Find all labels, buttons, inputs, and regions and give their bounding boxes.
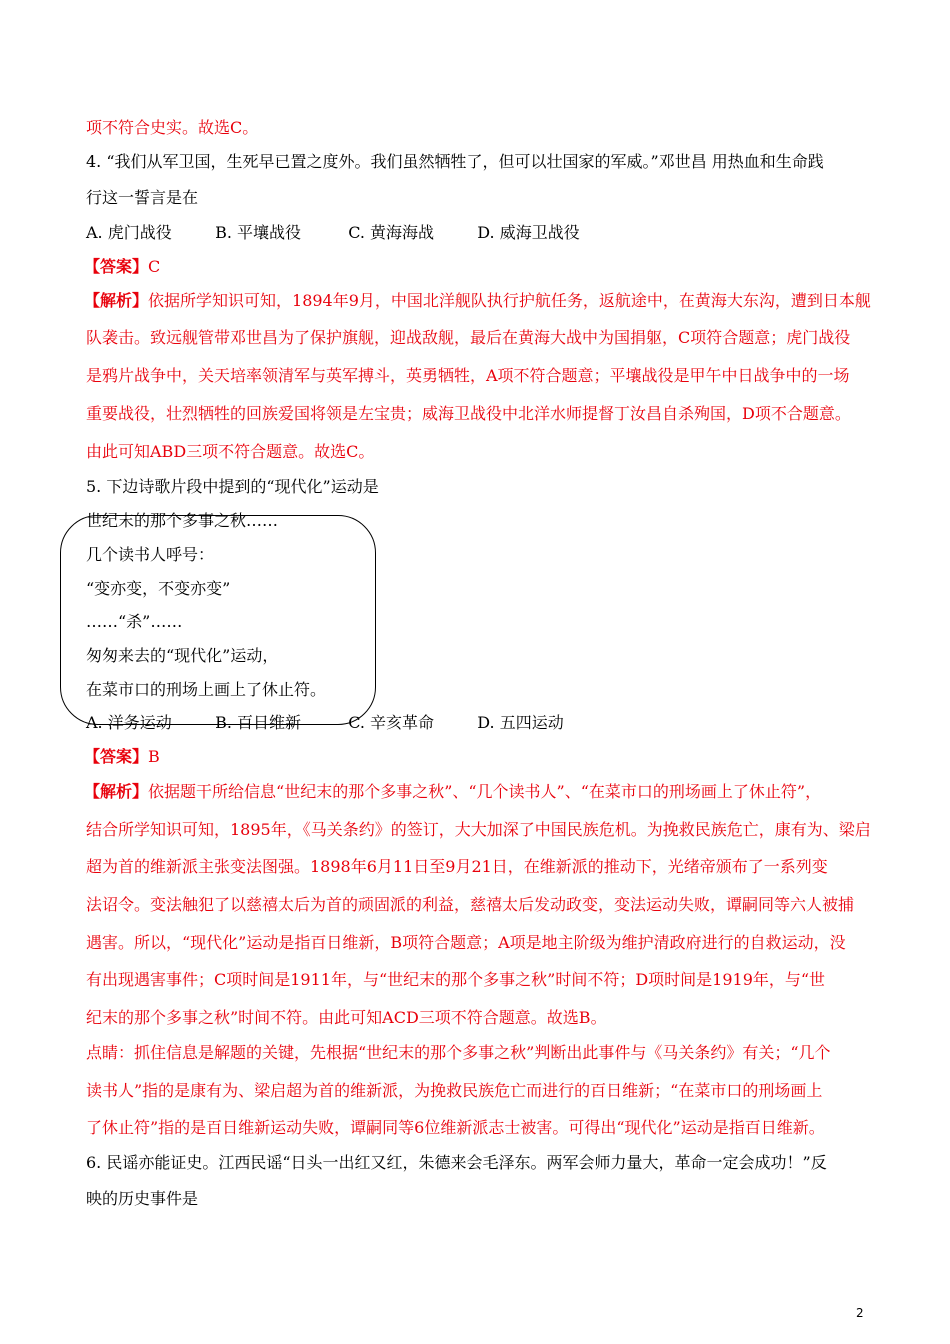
poem-line2: 几个读书人呼号： (86, 545, 215, 564)
answer-label: 【答案】 (84, 747, 149, 766)
q5-analysis-line3: 超为首的维新派主张变法图强。1898年6月11日至9月21日，在维新派的推动下，光绪帝颁布了一系列变 (86, 857, 828, 876)
q5-options (86, 713, 564, 733)
q4-option-c: C. 黄海海战 (348, 223, 435, 242)
answer-label: 【答案】 (84, 257, 149, 276)
analysis-label: 【解析】 (84, 291, 149, 310)
poem-line4: ……“杀”…… (86, 612, 183, 631)
answer-value: B (148, 747, 160, 766)
prev-analysis-end: 项不符合史实。故选C。 (86, 118, 259, 137)
poem-line5: 匆匆来去的“现代化”运动， (86, 646, 279, 665)
q5-analysis-line6: 有出现遇害事件；C项时间是1911年，与“世纪末的那个多事之秋”时间不符；D项时间是1919年，与“世 (86, 970, 826, 989)
page-number: 2 (856, 1306, 864, 1320)
q4-stem-line1: 4. “我们从军卫国，生死早已置之度外。我们虽然牺牲了，但可以壮国家的军威。”邓世昌 用热血和生命践 (86, 152, 824, 171)
q4-analysis-line5: 由此可知ABD三项不符合题意。故选C。 (86, 442, 375, 461)
q5-analysis-line4: 法诏令。变法触犯了以慈禧太后为首的顽固派的利益，慈禧太后发动政变，变法运动失败，谭嗣同等六人被捕 (86, 895, 855, 914)
q6-stem-line2: 映的历史事件是 (86, 1189, 199, 1208)
q4-analysis-line3: 是鸦片战争中，关天培率领清军与英军搏斗，英勇牺牲，A项不符合题意；平壤战役是甲午中日战争中的一场 (86, 366, 850, 385)
poem-line3: “变亦变，不变亦变” (86, 579, 231, 598)
q5-option-a: A. 洋务运动 (86, 713, 172, 732)
q4-stem-line2: 行这一誓言是在 (86, 188, 199, 207)
q5-tip-line1: 点睛：抓住信息是解题的关键，先根据“世纪末的那个多事之秋”判断出此事件与《马关条约》有关；“几个 (86, 1043, 831, 1062)
q5-analysis-line2: 结合所学知识可知，1895年，《马关条约》的签订，大大加深了中国民族危机。为挽救民族危亡，康有为、梁启 (86, 820, 871, 839)
q5-analysis-line5: 遇害。所以，“现代化”运动是指百日维新，B项符合题意；A项是地主阶级为维护清政府进行的自救运动，没 (86, 933, 846, 952)
q5-option-c: C. 辛亥革命 (348, 713, 435, 732)
q4-option-a: A. 虎门战役 (86, 223, 172, 242)
q4-answer (84, 257, 160, 277)
q4-options (86, 223, 580, 243)
q5-option-d: D. 五四运动 (477, 713, 564, 732)
q5-option-b: B. 百日维新 (215, 713, 302, 732)
q5-analysis-line1: 【解析】依据题干所给信息“世纪末的那个多事之秋”、“几个读书人”、“在菜市口的刑场画上了休止符”， (84, 782, 822, 801)
q4-analysis-line4: 重要战役，壮烈牺牲的回族爱国将领是左宝贵；威海卫战役中北洋水师提督丁汝昌自杀殉国，D项不合题意。 (86, 404, 851, 423)
q6-stem-line1: 6. 民谣亦能证史。江西民谣“日头一出红又红，朱德来会毛泽东。两军会师力量大，革命一定会成功！”反 (86, 1153, 827, 1172)
poem-line1: 世纪末的那个多事之秋…… (86, 511, 279, 530)
q4-option-b: B. 平壤战役 (215, 223, 302, 242)
q4-analysis-line1: 【解析】依据所学知识可知，1894年9月，中国北洋舰队执行护航任务，返航途中，在黄海大东沟，遭到日本舰 (84, 291, 871, 310)
answer-value: C (148, 257, 161, 276)
q5-stem: 5. 下边诗歌片段中提到的“现代化”运动是 (86, 477, 379, 496)
poem-line6: 在菜市口的刑场上画上了休止符。 (86, 680, 327, 699)
q5-tip-line2: 读书人”指的是康有为、梁启超为首的维新派，为挽救民族危亡而进行的百日维新；“在菜市口的刑场画上 (86, 1081, 823, 1100)
analysis-label: 【解析】 (84, 782, 149, 801)
q5-tip-line3: 了休止符”指的是百日维新运动失败，谭嗣同等6位维新派志士被害。可得出“现代化”运动是指百日维新。 (86, 1118, 825, 1137)
q4-analysis-line2: 队袭击。致远舰管带邓世昌为了保护旗舰，迎战敌舰，最后在黄海大战中为国捐躯，C项符合题意；虎门战役 (86, 328, 851, 347)
q5-answer (84, 747, 160, 767)
q5-analysis-line7: 纪末的那个多事之秋”时间不符。由此可知ACD三项不符合题意。故选B。 (86, 1008, 607, 1027)
q4-option-d: D. 威海卫战役 (477, 223, 580, 242)
